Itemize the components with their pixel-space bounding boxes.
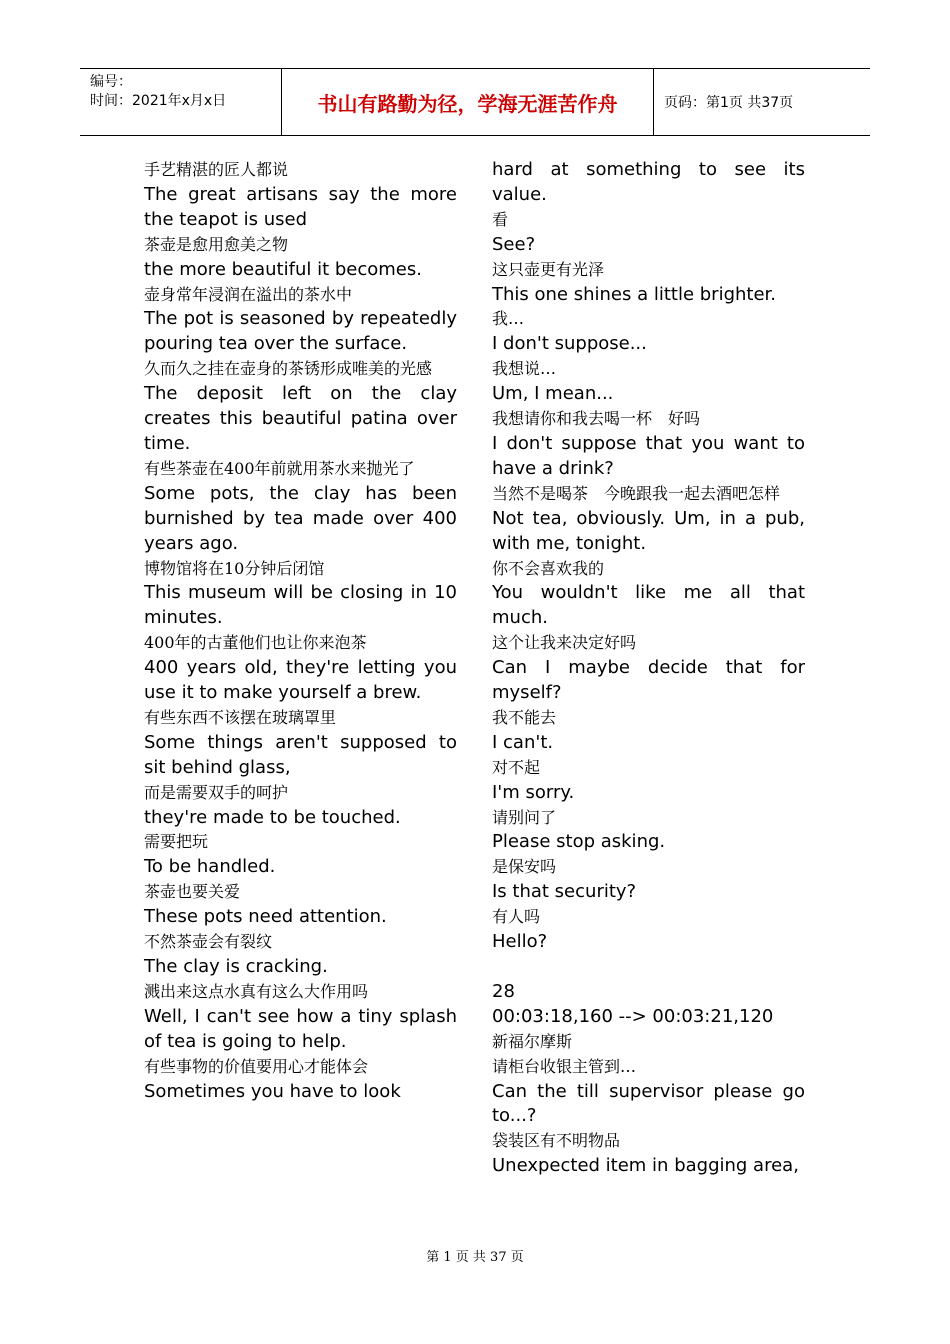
english-subtitle-line: Can the till supervisor please go to...?: [492, 1080, 805, 1127]
chinese-subtitle-line: 这个让我来决定好吗: [492, 633, 637, 653]
chinese-subtitle-line: 博物馆将在10分钟后闭馆: [144, 558, 325, 578]
english-subtitle-line: Some pots, the clay has been burnished by tea made over 400 years ago.: [144, 482, 457, 554]
time-label: 时间：2021年x月x日: [90, 93, 227, 109]
chinese-subtitle-line: 我…: [492, 309, 525, 329]
english-subtitle-line: Not tea, obviously. Um, in a pub, with me, tonight.: [492, 507, 805, 554]
page-number-cell: [654, 69, 870, 135]
chinese-subtitle-line: 我不能去: [492, 707, 557, 727]
chinese-subtitle-line: 当然不是喝茶 今晚跟我一起去酒吧怎样: [492, 483, 781, 503]
chinese-subtitle-line: 有些东西不该摆在玻璃罩里: [144, 707, 337, 727]
chinese-subtitle-line: 不然茶壶会有裂纹: [144, 932, 273, 952]
english-subtitle-line: I don't suppose that you want to have a drink?: [492, 432, 805, 479]
english-subtitle-line: The clay is cracking.: [144, 956, 328, 977]
english-subtitle-line: This one shines a little brighter.: [492, 283, 777, 305]
english-subtitle-line: Well, I can't see how a tiny splash of tea is going to help.: [144, 1005, 457, 1052]
english-subtitle-line: The deposit left on the clay creates this beautiful patina over time.: [144, 383, 457, 454]
english-subtitle-line: The pot is seasoned by repeatedly pouring tea over the surface.: [144, 308, 457, 355]
chinese-subtitle-line: 溅出来这点水真有这么大作用吗: [144, 981, 369, 1001]
left-text-column: [144, 158, 457, 1104]
chinese-subtitle-line: 你不会喜欢我的: [492, 558, 605, 578]
english-subtitle-line: The great artisans say the more the teapot is used: [144, 183, 457, 230]
chinese-subtitle-line: 看: [492, 209, 509, 229]
english-subtitle-line: the more beautiful it becomes.: [144, 258, 422, 280]
english-subtitle-line: Hello?: [492, 931, 548, 953]
chinese-subtitle-line: 壶身常年浸润在溢出的茶水中: [144, 284, 353, 304]
english-subtitle-line: Is that security?: [492, 881, 637, 903]
motto-cell: [282, 69, 654, 135]
english-subtitle-line: See?: [492, 233, 536, 255]
chinese-subtitle-line: 这只壶更有光泽: [492, 259, 605, 279]
motto-text: 书山有路勤为径，学海无涯苦作舟: [317, 91, 618, 116]
page-number-label: 页码：第1页 共37页: [664, 95, 794, 111]
english-subtitle-line: I'm sorry.: [492, 781, 575, 803]
english-subtitle-line: You wouldn't like me all that much.: [492, 582, 805, 629]
blank-line: [492, 955, 805, 980]
chinese-subtitle-line: 需要把玩: [144, 832, 209, 852]
page-footer: [0, 1246, 950, 1265]
chinese-subtitle-line: 袋装区有不明物品: [492, 1131, 621, 1151]
english-subtitle-line: I don't suppose...: [492, 333, 647, 355]
english-subtitle-line: hard at something to see its value.: [492, 159, 805, 205]
chinese-subtitle-line: 400年的古董他们也让你来泡茶: [144, 633, 367, 653]
english-subtitle-line: Um, I mean...: [492, 383, 614, 405]
english-subtitle-line: Sometimes you have to look: [144, 1080, 401, 1102]
english-subtitle-line: 400 years old, they're letting you use it to make yourself a brew.: [144, 657, 457, 704]
english-subtitle-line: 00:03:18,160 --> 00:03:21,120: [492, 1005, 774, 1027]
chinese-subtitle-line: 而是需要双手的呵护: [144, 782, 289, 802]
chinese-subtitle-line: 请别问了: [492, 807, 557, 827]
chinese-subtitle-line: 对不起: [492, 757, 541, 777]
english-subtitle-line: 28: [492, 980, 515, 1002]
page-header: [80, 68, 870, 136]
chinese-subtitle-line: 新福尔摩斯: [492, 1031, 573, 1051]
english-subtitle-line: Unexpected item in bagging area,: [492, 1155, 799, 1177]
english-subtitle-line: These pots need attention.: [144, 906, 387, 928]
chinese-subtitle-line: 我想请你和我去喝一杯 好吗: [492, 409, 701, 429]
english-subtitle-line: I can't.: [492, 731, 554, 753]
chinese-subtitle-line: 我想说…: [492, 359, 557, 379]
chinese-subtitle-line: 茶壶是愈用愈美之物: [144, 234, 289, 254]
header-info-cell: [80, 69, 282, 135]
english-subtitle-line: To be handled.: [144, 856, 276, 878]
number-label: 编号：: [90, 74, 132, 90]
chinese-subtitle-line: 有些茶壶在400年前就用茶水来抛光了: [144, 458, 415, 478]
english-subtitle-line: they're made to be touched.: [144, 806, 401, 828]
chinese-subtitle-line: 请柜台收银主管到…: [492, 1056, 637, 1076]
chinese-subtitle-line: 久而久之挂在壶身的茶锈形成唯美的光感: [144, 359, 433, 379]
english-subtitle-line: Some things aren't supposed to sit behind glass,: [144, 731, 457, 778]
chinese-subtitle-line: 茶壶也要关爱: [144, 882, 241, 902]
chinese-subtitle-line: 有人吗: [492, 907, 541, 927]
right-text-column: [492, 158, 805, 1179]
chinese-subtitle-line: 有些事物的价值要用心才能体会: [144, 1056, 369, 1076]
chinese-subtitle-line: 手艺精湛的匠人都说: [144, 160, 289, 179]
english-subtitle-line: Please stop asking.: [492, 831, 666, 853]
english-subtitle-line: This museum will be closing in 10 minutes.: [144, 582, 457, 629]
footer-page-text: 第 1 页 共 37 页: [426, 1250, 524, 1265]
english-subtitle-line: Can I maybe decide that for myself?: [492, 657, 805, 704]
chinese-subtitle-line: 是保安吗: [492, 857, 557, 877]
